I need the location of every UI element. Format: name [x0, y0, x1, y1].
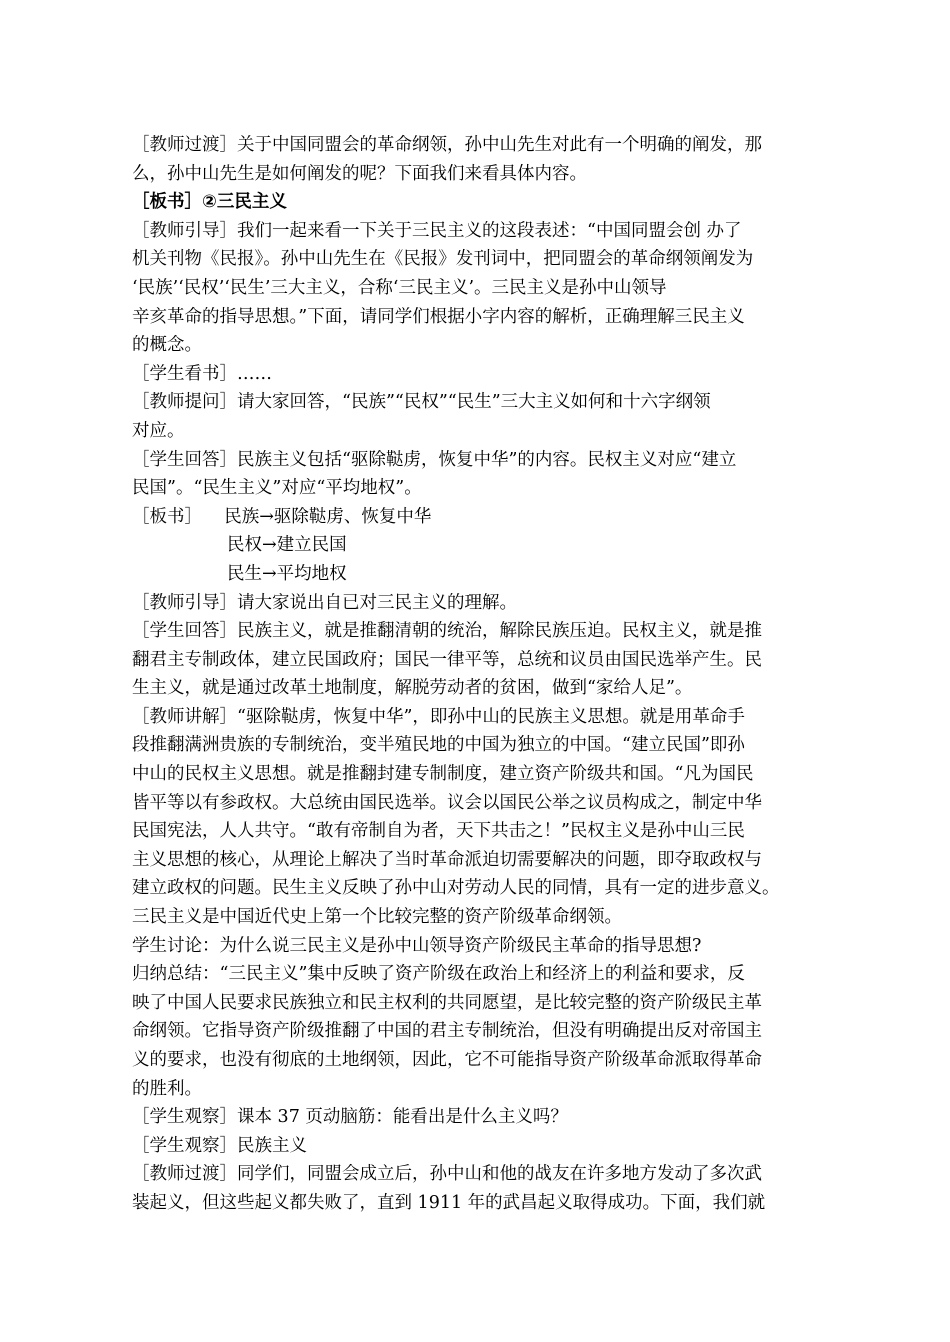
board-note-line: 民生→平均地权 — [227, 563, 347, 584]
board-note-line: 民权→建立民国 — [227, 535, 347, 556]
paragraph-line: ［教师讲解］“驱除鞑虏，恢复中华”，即孙中山的民族主义思想。就是用革命手 — [132, 706, 745, 727]
paragraph-line: 对应。 — [132, 420, 185, 441]
paragraph-line: ［学生看书］…… — [132, 363, 272, 384]
paragraph-line: 装起义，但这些起义都失败了，直到 1911 年的武昌起义取得成功。下面，我们就 — [132, 1192, 766, 1213]
paragraph-line: 命纲领。它指导资产阶级推翻了中国的君主专制统治，但没有明确提出反对帝国主 — [132, 1021, 762, 1042]
paragraph-line: 翻君主专制政体，建立民国政府；国民一律平等，总统和议员由国民选举产生。民 — [132, 649, 762, 670]
paragraph-line: 义的要求，也没有彻底的土地纲领，因此，它不可能指导资产阶级革命派取得革命 — [132, 1050, 762, 1070]
paragraph-line: 民国”。“民生主义”对应“平均地权”。 — [132, 478, 422, 499]
paragraph-line: 建立政权的问题。民生主义反映了孙中山对劳动人民的同情，具有一定的进步意义。 — [132, 878, 780, 899]
section-heading: ［板书］②三民主义 — [132, 192, 287, 213]
paragraph-line: 中山的民权主义思想。就是推翻封建专制制度，建立资产阶级共和国。“凡为国民 — [132, 764, 754, 785]
paragraph-line: ［教师引导］我们一起来看一下关于三民主义的这段表述：“中国同盟会创 办了 — [132, 220, 742, 241]
paragraph-line: 生主义，就是通过改革土地制度，解脱劳动者的贫困，做到“家给人足”。 — [132, 678, 693, 699]
paragraph-line: ［教师引导］请大家说出自已对三民主义的理解。 — [132, 592, 517, 613]
paragraph-line: 学生讨论：为什么说三民主义是孙中山领导资产阶级民主革命的指导思想? — [132, 935, 702, 956]
paragraph-line: 段推翻满洲贵族的专制统治，变半殖民地的中国为独立的中国。“建立民国”即孙 — [132, 735, 745, 756]
paragraph-line: ［学生观察］课本 37 页动脑筋：能看出是什么主义吗？ — [132, 1107, 568, 1128]
document-body — [132, 131, 832, 1218]
board-note-line: ［板书］ 民族→驱除鞑虏、恢复中华 — [132, 506, 432, 527]
paragraph-line: 辛亥革命的指导思想。”下面，请同学们根据小字内容的解析，正确理解三民主义 — [132, 306, 745, 327]
paragraph-line: 民国宪法，人人共守。“敢有帝制自为者，天下共击之！”民权主义是孙中山三民 — [132, 821, 745, 842]
paragraph-line: 的胜利。 — [132, 1078, 202, 1099]
paragraph-line: ［学生回答］民族主义包括“驱除鞑虏，恢复中华”的内容。民权主义对应“建立 — [132, 449, 737, 470]
paragraph-line: 归纳总结：“三民主义”集中反映了资产阶级在政治上和经济上的利益和要求，反 — [132, 964, 745, 985]
paragraph-line: 么，孙中山先生是如何阐发的呢？下面我们来看具体内容。 — [132, 163, 587, 184]
paragraph-line: 主义思想的核心，从理论上解决了当时革命派迫切需要解决的问题，即夺取政权与 — [132, 849, 762, 870]
paragraph-line: 机关刊物《民报》。孙中山先生在《民报》发刊词中，把同盟会的革命纲领阐发为 — [132, 249, 754, 270]
paragraph-line: 映了中国人民要求民族独立和民主权利的共同愿望，是比较完整的资产阶级民主革 — [132, 992, 762, 1013]
paragraph-line: ［教师提问］请大家回答，“民族”“民权”“民生”三大主义如何和十六字纲领 — [132, 392, 711, 413]
paragraph-line: ［学生回答］民族主义，就是推翻清朝的统治，解除民族压迫。民权主义，就是推 — [132, 621, 762, 642]
paragraph-line: ［教师过渡］同学们，同盟会成立后，孙中山和他的战友在许多地方发动了多次武 — [132, 1164, 762, 1185]
paragraph-line: ‘民族’‘民权’‘民生’三大主义，合称‘三民主义’。三民主义是孙中山领导 — [132, 277, 667, 298]
paragraph-line: ［学生观察］民族主义 — [132, 1135, 307, 1156]
paragraph-line: 皆平等以有参政权。大总统由国民选举。议会以国民公举之议员构成之，制定中华 — [132, 792, 762, 813]
paragraph-line: ［教师过渡］关于中国同盟会的革命纲领，孙中山先生对此有一个明确的阐发，那 — [132, 135, 762, 155]
paragraph-line: 三民主义是中国近代史上第一个比较完整的资产阶级革命纲领。 — [132, 907, 622, 928]
paragraph-line: 的概念。 — [132, 335, 202, 356]
